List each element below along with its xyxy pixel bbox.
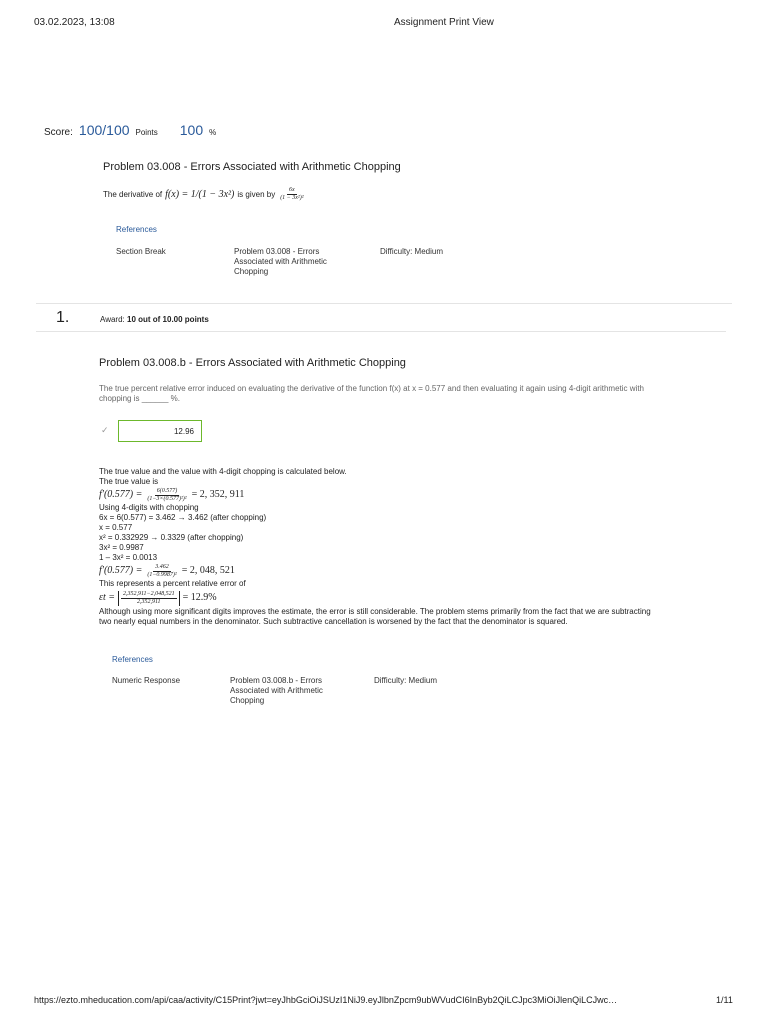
chopped-value-rhs: = 2, 048, 521 <box>181 565 235 576</box>
question-ref-title-line: Chopping <box>230 696 265 705</box>
score-row <box>44 122 216 138</box>
intro-frac-num: 6x <box>289 187 295 193</box>
true-frac-num: 6(0.577) <box>156 487 178 494</box>
question-title: Problem 03.008.b - Errors Associated with Arithmetic Chopping <box>99 357 406 369</box>
solution-line: This represents a percent relative error of <box>99 579 246 588</box>
solution-line: The true value and the value with 4-digit chopping is calculated below. <box>99 467 347 476</box>
award-value: 10 out of 10.00 points <box>127 315 209 324</box>
error-fraction <box>121 591 177 606</box>
award <box>100 315 209 324</box>
intro-text-before: The derivative of <box>103 190 163 199</box>
intro-frac-den: (1 − 3x²)² <box>280 195 304 201</box>
question-text <box>99 384 719 404</box>
question-ref-title <box>230 676 323 706</box>
solution-line: Although using more significant digits improves the estimate, the error is still considerable. The problem stems primarily from the fact that we are subtracting <box>99 607 651 616</box>
question-references-link[interactable]: References <box>112 655 153 664</box>
true-value-equation <box>99 487 729 503</box>
intro-ref-title-line: Chopping <box>234 267 269 276</box>
question-line: The true percent relative error induced on evaluating the derivative of the function f(x) at x = 0.577 and then evaluating it again using 4-digit arithmetic with <box>99 384 644 393</box>
solution-line: two nearly equal numbers in the denominator. Such subtractive cancellation is worsened by the fact that the denominator is squared. <box>99 617 568 626</box>
solution-line: 6x = 6(0.577) = 3.462 → 3.462 (after chopping) <box>99 513 267 522</box>
intro-difficulty: Difficulty: Medium <box>380 247 443 256</box>
print-datetime: 03.02.2023, 13:08 <box>34 17 115 28</box>
err-frac-den: 2,352,911 <box>136 598 161 605</box>
question-ref-type: Numeric Response <box>112 676 181 685</box>
intro-ref-title <box>234 247 327 277</box>
intro-references-link[interactable]: References <box>116 225 157 234</box>
solution-line: 3x² = 0.9987 <box>99 543 144 552</box>
intro-ref-title-line: Problem 03.008 - Errors <box>234 247 320 256</box>
intro-problem-title: Problem 03.008 - Errors Associated with Arithmetic Chopping <box>103 161 401 173</box>
err-frac-num: 2,352,911−2,048,521 <box>122 590 175 597</box>
question-ref-title-line: Associated with Arithmetic <box>230 686 323 695</box>
question-ref-title-line: Problem 03.008.b - Errors <box>230 676 323 685</box>
question-line: chopping is ______ %. <box>99 394 180 403</box>
intro-statement <box>103 187 306 202</box>
true-value-rhs: = 2, 352, 911 <box>191 489 245 500</box>
chopped-value-fraction <box>145 564 178 579</box>
intro-ref-title-line: Associated with Arithmetic <box>234 257 327 266</box>
true-value-lhs: f′(0.577) = <box>99 489 143 500</box>
print-title: Assignment Print View <box>394 17 494 28</box>
chopped-value-lhs: f′(0.577) = <box>99 565 143 576</box>
page-number: 1/11 <box>716 995 733 1005</box>
solution-line: Using 4-digits with chopping <box>99 503 199 512</box>
chopped-value-equation <box>99 563 729 579</box>
answer-field[interactable]: 12.96 <box>118 420 202 442</box>
solution-line: 1 – 3x² = 0.0013 <box>99 553 158 562</box>
score-points-label: Points <box>135 128 158 137</box>
error-rhs: = 12.9% <box>182 592 217 603</box>
question-difficulty: Difficulty: Medium <box>374 676 437 685</box>
solution-line: The true value is <box>99 477 159 486</box>
score-percent: 100 <box>179 122 204 138</box>
score-value: 100/100 <box>78 122 130 138</box>
error-equation <box>99 589 729 607</box>
divider <box>36 331 726 332</box>
true-frac-den: (1−3×(0.577)²)² <box>147 495 187 502</box>
intro-derivative-fraction <box>278 187 305 202</box>
check-icon: ✓ <box>101 425 109 435</box>
divider <box>36 303 732 304</box>
error-abs-value <box>118 591 180 606</box>
score-percent-sign: % <box>209 128 217 137</box>
error-lhs: εt = <box>99 592 115 603</box>
score-label: Score: <box>44 127 73 138</box>
intro-text-mid: is given by <box>237 190 276 199</box>
intro-function: f(x) = 1/(1 − 3x²) <box>165 189 235 200</box>
solution <box>99 467 729 627</box>
question-number: 1. <box>56 309 70 326</box>
chop-frac-num: 3.462 <box>155 563 169 570</box>
chop-frac-den: (1−0.9987)² <box>147 571 177 578</box>
solution-line: x = 0.577 <box>99 523 133 532</box>
footer-url: https://ezto.mheducation.com/api/caa/activity/C15Print?jwt=eyJhbGciOiJSUzI1NiJ9.eyJlbnZpcm9ubWVudCI6InByb2QiLCJpc3MiOiJlenQiLCJwc… <box>34 995 618 1005</box>
true-value-fraction <box>145 488 188 503</box>
intro-ref-type: Section Break <box>116 247 166 256</box>
award-prefix: Award: <box>100 315 125 324</box>
solution-line: x² = 0.332929 → 0.3329 (after chopping) <box>99 533 244 542</box>
